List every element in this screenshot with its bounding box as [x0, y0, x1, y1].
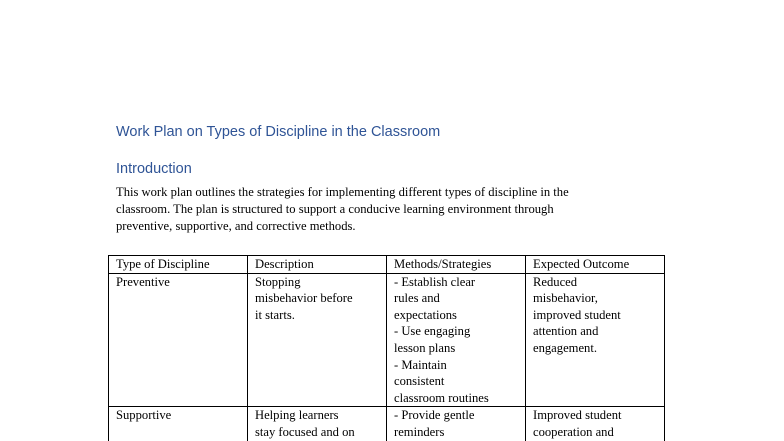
- cell-outcome: [526, 273, 665, 407]
- cell-text: Preventive: [116, 274, 170, 289]
- cell-text: Stopping: [255, 274, 301, 289]
- cell-text: attention and: [533, 324, 599, 339]
- introduction-paragraph: [116, 184, 676, 235]
- cell-description: [248, 407, 387, 441]
- introduction-line: preventive, supportive, and corrective methods.: [116, 219, 356, 233]
- cell-type: [109, 273, 248, 407]
- cell-text: - Establish clear: [394, 274, 476, 289]
- introduction-heading: Introduction: [116, 161, 192, 177]
- header-description: Description: [248, 256, 387, 274]
- cell-type: [109, 407, 248, 441]
- cell-text: engagement.: [533, 340, 597, 355]
- cell-text: reminders: [394, 424, 445, 439]
- cell-text: cooperation and: [533, 424, 614, 439]
- cell-text: stay focused and on: [255, 424, 355, 439]
- document-title: Work Plan on Types of Discipline in the Classroom: [116, 124, 441, 140]
- table-row: [109, 407, 665, 441]
- cell-outcome: [526, 407, 665, 441]
- header-methods-strategies: Methods/Strategies: [387, 256, 526, 274]
- cell-methods: [387, 407, 526, 441]
- cell-methods: [387, 273, 526, 407]
- table-row: [109, 273, 665, 407]
- cell-text: lesson plans: [394, 340, 456, 355]
- table-header-row: [109, 256, 665, 274]
- cell-text: it starts.: [255, 307, 295, 322]
- header-type-of-discipline: Type of Discipline: [109, 256, 248, 274]
- cell-text: classroom routines: [394, 390, 489, 405]
- cell-text: Helping learners: [255, 408, 339, 423]
- cell-text: rules and: [394, 291, 440, 306]
- cell-description: [248, 273, 387, 407]
- cell-text: - Maintain: [394, 357, 447, 372]
- cell-text: - Use engaging: [394, 324, 471, 339]
- header-expected-outcome: Expected Outcome: [526, 256, 665, 274]
- introduction-line: classroom. The plan is structured to support a conducive learning environment through: [116, 202, 554, 216]
- cell-text: - Provide gentle: [394, 408, 475, 423]
- introduction-line: This work plan outlines the strategies for implementing different types of discipline in the: [116, 185, 569, 199]
- cell-text: expectations: [394, 307, 457, 322]
- cell-text: consistent: [394, 374, 445, 389]
- cell-text: misbehavior,: [533, 291, 598, 306]
- cell-text: Reduced: [533, 274, 578, 289]
- cell-text: improved student: [533, 307, 621, 322]
- cell-text: Improved student: [533, 408, 622, 423]
- cell-text: Supportive: [116, 408, 172, 423]
- discipline-plan-table: [108, 255, 665, 441]
- cell-text: misbehavior before: [255, 291, 353, 306]
